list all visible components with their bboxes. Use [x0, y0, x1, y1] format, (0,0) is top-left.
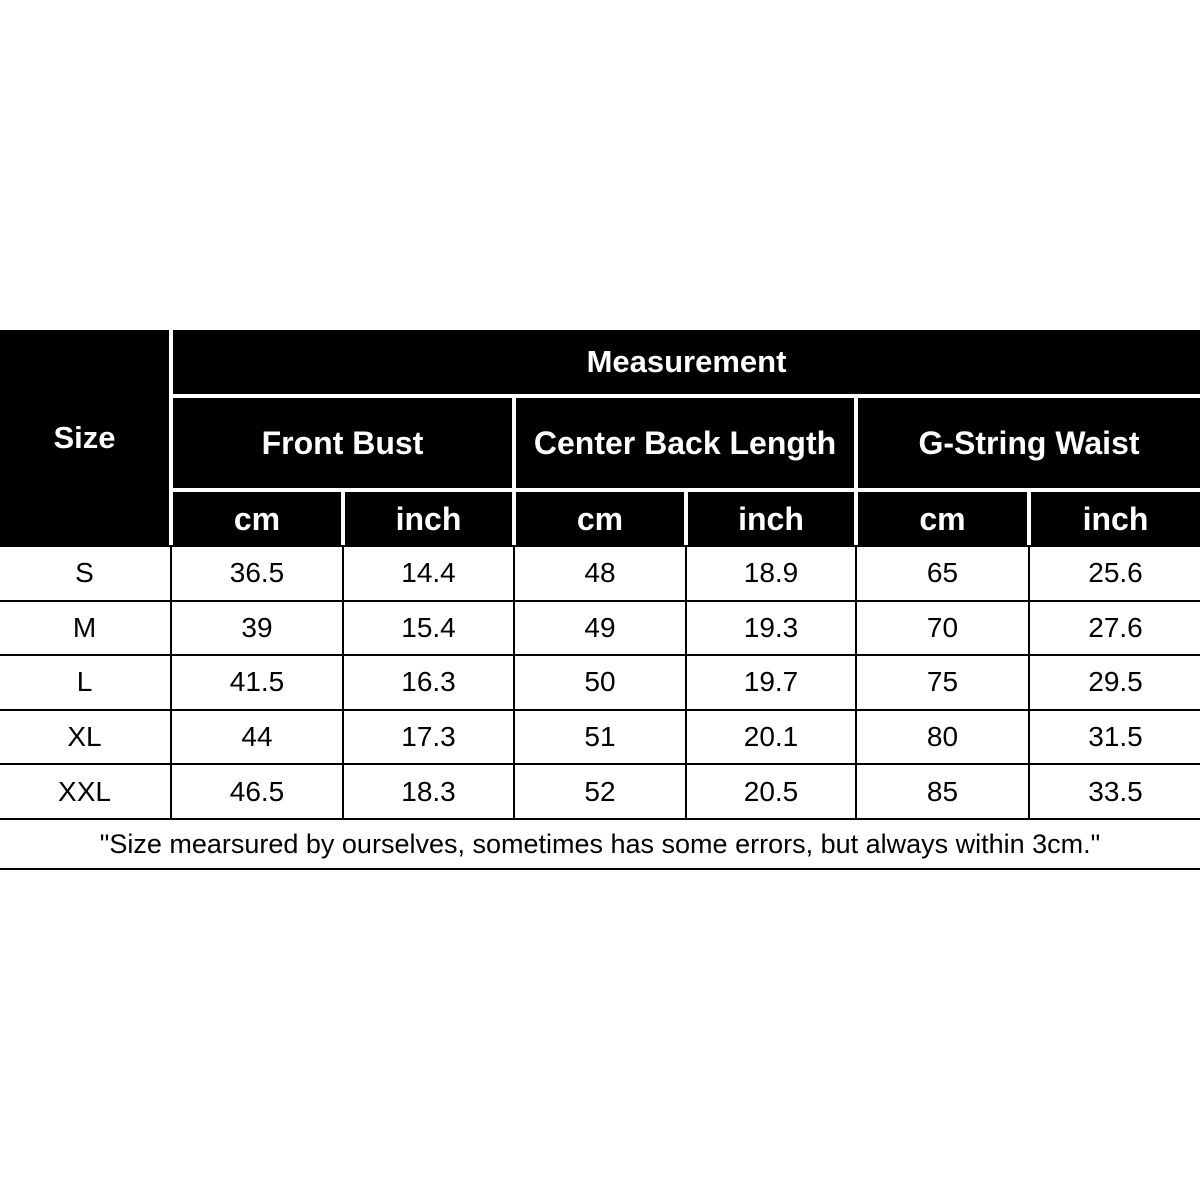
row-divider	[0, 600, 1200, 602]
value-cell: 33.5	[1088, 775, 1143, 807]
column-divider	[342, 546, 344, 819]
value-cell: 29.5	[1088, 666, 1143, 698]
column-divider	[1028, 546, 1030, 819]
row-divider	[0, 763, 1200, 765]
column-divider	[855, 546, 857, 819]
value-cell: 27.6	[1088, 611, 1143, 643]
row-divider	[0, 545, 1200, 547]
value-cell: 20.1	[743, 721, 799, 753]
column-divider	[685, 546, 687, 819]
value-cell: 19.7	[743, 666, 799, 698]
value-cell: 85	[926, 775, 959, 807]
front-bust-header: Front Bust	[173, 398, 512, 488]
value-cell: 17.3	[401, 721, 456, 753]
column-divider	[513, 546, 515, 819]
value-cell: 20.5	[743, 775, 799, 807]
value-cell: 25.6	[1088, 557, 1143, 589]
row-divider	[0, 654, 1200, 656]
center-back-length-header: Center Back Length	[516, 398, 854, 488]
value-cell: 80	[926, 721, 959, 753]
size-cell: S	[75, 557, 94, 589]
unit-header-g-string-waist-cm: cm	[858, 492, 1027, 546]
size-cell: L	[76, 666, 93, 698]
value-cell: 39	[241, 611, 273, 643]
unit-header-front-bust-inch: inch	[345, 492, 512, 546]
size-cell: XL	[67, 721, 102, 753]
unit-header-front-bust-cm: cm	[173, 492, 341, 546]
value-cell: 36.5	[229, 557, 285, 589]
value-cell: 48	[584, 557, 616, 589]
value-cell: 18.3	[401, 775, 456, 807]
size-cell: M	[72, 611, 97, 643]
value-cell: 49	[584, 611, 616, 643]
unit-header-center-back-length-cm: cm	[516, 492, 684, 546]
value-cell: 44	[241, 721, 273, 753]
unit-header-g-string-waist-inch: inch	[1031, 492, 1200, 546]
value-cell: 75	[926, 666, 959, 698]
value-cell: 14.4	[401, 557, 456, 589]
value-cell: 65	[926, 557, 959, 589]
unit-header-center-back-length-inch: inch	[688, 492, 854, 546]
value-cell: 52	[584, 775, 616, 807]
size-column-header: Size	[0, 330, 169, 546]
value-cell: 31.5	[1088, 721, 1143, 753]
value-cell: 18.9	[743, 557, 799, 589]
size-cell: XXL	[58, 775, 111, 807]
value-cell: 41.5	[229, 666, 285, 698]
measurement-note: "Size mearsured by ourselves, sometimes has some errors, but always within 3cm."	[99, 829, 1101, 859]
value-cell: 19.3	[743, 611, 799, 643]
value-cell: 46.5	[229, 775, 285, 807]
column-divider	[170, 546, 172, 819]
value-cell: 70	[926, 611, 959, 643]
value-cell: 51	[584, 721, 616, 753]
value-cell: 50	[584, 666, 616, 698]
measurement-header: Measurement	[173, 330, 1200, 394]
value-cell: 15.4	[401, 611, 456, 643]
size-chart-table	[0, 330, 1200, 870]
row-divider	[0, 709, 1200, 711]
value-cell: 16.3	[401, 666, 456, 698]
g-string-waist-header: G-String Waist	[858, 398, 1200, 488]
